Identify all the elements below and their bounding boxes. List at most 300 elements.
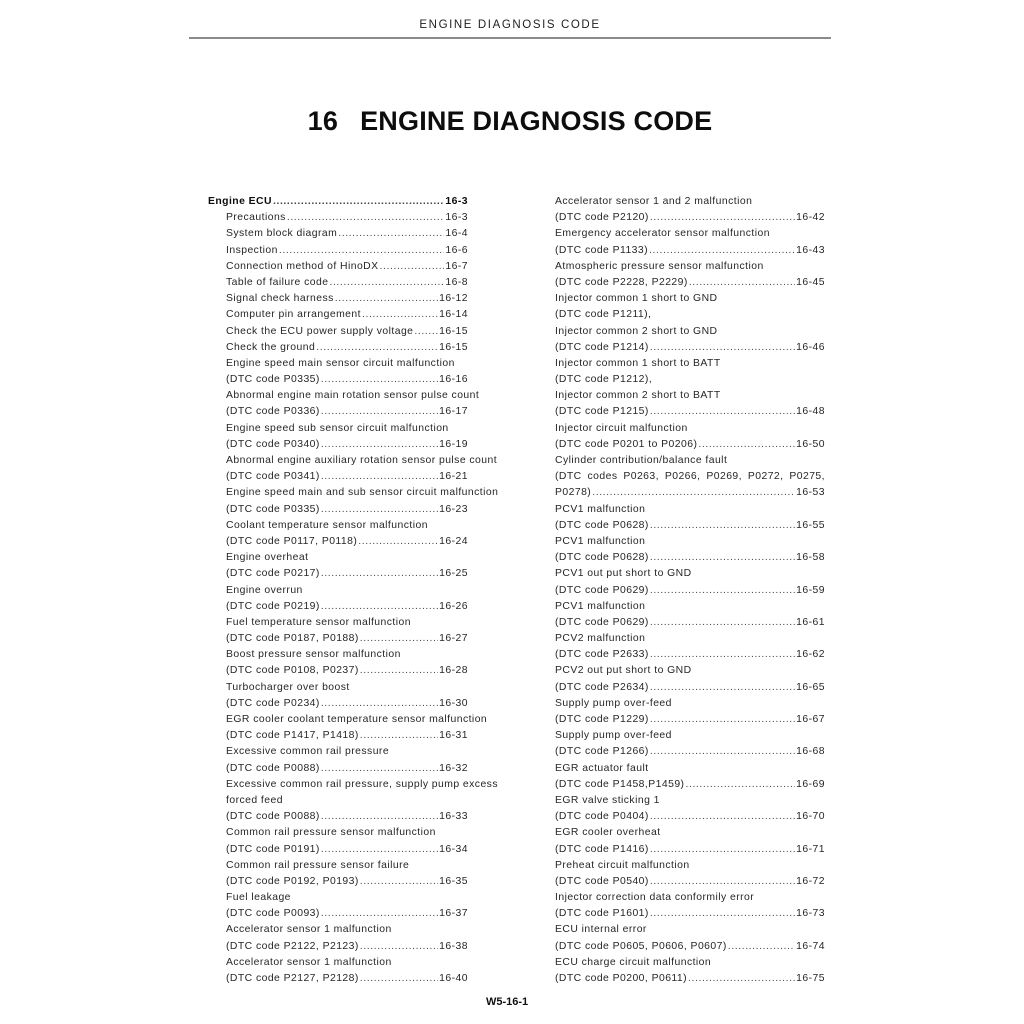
toc-entry-title: Abnormal engine auxiliary rotation sensor pulse count xyxy=(226,455,498,466)
toc-entry xyxy=(208,615,468,631)
toc-entry-title: (DTC code P2633) xyxy=(555,649,649,661)
toc-page-number: 16-48 xyxy=(796,406,825,418)
toc-page-number: 16-27 xyxy=(439,633,468,645)
toc-entry[interactable] xyxy=(555,680,825,696)
dot-leader xyxy=(650,518,795,534)
toc-entry-title: (DTC code P0605, P0606, P0607) xyxy=(555,940,727,952)
toc-entry xyxy=(555,226,825,242)
toc-entry-title: (DTC code P0336) xyxy=(226,406,320,418)
toc-entry[interactable] xyxy=(555,647,825,663)
toc-entry[interactable] xyxy=(208,437,468,453)
toc-entry-title: P0278) xyxy=(555,487,592,499)
toc-entry xyxy=(208,388,480,404)
toc-entry-title: (DTC code P2120) xyxy=(555,212,649,224)
toc-entry-title: (DTC code P0200, P0611) xyxy=(555,973,688,984)
toc-page-number: 16-59 xyxy=(796,584,825,596)
toc-entry[interactable] xyxy=(208,696,468,712)
toc-page-number: 16-4 xyxy=(445,228,468,240)
toc-page-number: 16-46 xyxy=(796,341,825,353)
toc-entry-title: System block diagram xyxy=(226,228,338,240)
toc-page-number: 16-3 xyxy=(445,196,468,207)
dot-leader xyxy=(380,259,445,275)
toc-entry[interactable] xyxy=(208,291,468,307)
toc-entry xyxy=(555,663,825,679)
dot-leader xyxy=(321,906,438,922)
toc-page-number: 16-68 xyxy=(796,746,825,758)
toc-entry[interactable] xyxy=(208,566,468,582)
dot-leader xyxy=(650,680,795,696)
toc-entry-title: Inspection xyxy=(226,244,278,256)
toc-entry[interactable] xyxy=(208,631,468,647)
toc-page-number: 16-30 xyxy=(439,697,468,709)
toc-entry-title: Table of failure code xyxy=(226,276,329,288)
toc-entry xyxy=(208,647,468,663)
dot-leader xyxy=(335,291,438,307)
dot-leader xyxy=(650,874,795,890)
toc-entry[interactable] xyxy=(555,939,825,955)
dot-leader xyxy=(650,744,795,760)
toc-page-number: 16-19 xyxy=(439,438,468,450)
toc-entry-title: (DTC code P1266) xyxy=(555,746,649,758)
dot-leader xyxy=(650,647,795,663)
toc-entry-title: Coolant temperature sensor malfunction xyxy=(226,519,428,531)
toc-entry-title: (DTC code P0629) xyxy=(555,584,649,596)
toc-entry-title: Common rail pressure sensor failure xyxy=(226,859,410,871)
toc-entry xyxy=(208,825,468,841)
dot-leader xyxy=(650,340,795,356)
toc-entry-title: (DTC code P0117, P0118) xyxy=(226,535,358,547)
toc-entry[interactable] xyxy=(555,518,825,534)
toc-page-number: 16-28 xyxy=(439,665,468,677)
toc-entry xyxy=(555,955,825,971)
toc-entry xyxy=(555,388,825,404)
dot-leader xyxy=(685,777,795,793)
toc-entry-title: (DTC code P1601) xyxy=(555,908,649,920)
dot-leader xyxy=(414,324,438,340)
toc-entry-title: Excessive common rail pressure xyxy=(226,746,390,758)
toc-entry xyxy=(208,680,468,696)
dot-leader xyxy=(287,210,445,226)
toc-entry-title: Turbocharger over boost xyxy=(226,681,350,693)
chapter-title xyxy=(190,106,830,137)
toc-entry-title: Engine speed sub sensor circuit malfunction xyxy=(226,422,449,434)
toc-entry[interactable] xyxy=(208,307,468,323)
toc-page-number: 16-40 xyxy=(439,973,468,984)
toc-entry xyxy=(555,356,825,372)
toc-entry-title: Engine ECU xyxy=(208,196,272,207)
running-header: ENGINE DIAGNOSIS CODE xyxy=(419,19,601,31)
toc-entry-title: (DTC code P1417, P1418) xyxy=(226,730,359,742)
toc-right-column xyxy=(555,194,825,987)
toc-entry[interactable] xyxy=(555,243,825,259)
toc-entry xyxy=(208,890,468,906)
toc-entry-title: (DTC code P0191) xyxy=(226,843,320,855)
chapter-number: 16 xyxy=(307,106,339,136)
dot-leader xyxy=(321,599,438,615)
toc-page-number: 16-16 xyxy=(439,374,468,386)
dot-leader xyxy=(360,874,438,890)
dot-leader xyxy=(321,761,438,777)
toc-entry xyxy=(208,485,499,501)
toc-entry xyxy=(555,858,825,874)
toc-entry xyxy=(555,421,825,437)
toc-page-number: 16-61 xyxy=(796,616,825,628)
toc-entry[interactable] xyxy=(208,971,468,987)
dot-leader xyxy=(321,372,438,388)
toc-page-number: 16-72 xyxy=(796,875,825,887)
toc-page-number: 16-73 xyxy=(796,908,825,920)
dot-leader xyxy=(592,485,795,501)
dot-leader xyxy=(650,210,795,226)
toc-entry-title: Preheat circuit malfunction xyxy=(555,859,690,871)
toc-entry-title: Emergency accelerator sensor malfunction xyxy=(555,228,770,240)
toc-page-number: 16-3 xyxy=(445,212,468,224)
dot-leader xyxy=(360,728,438,744)
toc-left-column xyxy=(208,194,499,987)
toc-entry-title: (DTC code P0192, P0193) xyxy=(226,875,359,887)
dot-leader xyxy=(650,906,795,922)
toc-entry xyxy=(555,453,825,469)
toc-page-number: 16-55 xyxy=(796,519,825,531)
toc-page-number: 16-15 xyxy=(439,325,468,337)
toc-entry-title: EGR cooler coolant temperature sensor malfunction xyxy=(226,714,488,725)
toc-entry[interactable] xyxy=(208,842,468,858)
toc-entry-title: Injector common 1 short to GND xyxy=(555,293,718,305)
toc-entry[interactable] xyxy=(555,906,825,922)
toc-entry[interactable] xyxy=(208,372,468,388)
toc-entry-title: EGR cooler overheat xyxy=(555,827,661,839)
toc-page-number: 16-42 xyxy=(796,212,825,224)
toc-entry-title: Connection method of HinoDX xyxy=(226,260,379,272)
toc-entry xyxy=(555,825,825,841)
toc-entry xyxy=(555,534,825,550)
dot-leader xyxy=(360,631,438,647)
toc-entry[interactable] xyxy=(208,906,468,922)
header-rule xyxy=(189,37,831,39)
toc-entry-title: EGR actuator fault xyxy=(555,762,649,774)
toc-entry-title: forced feed xyxy=(226,794,283,806)
toc-entry-title: (DTC code P1229) xyxy=(555,714,649,725)
toc-entry-title: (DTC code P1416) xyxy=(555,843,649,855)
toc-page-number: 16-53 xyxy=(796,487,825,499)
toc-entry[interactable] xyxy=(208,939,468,955)
dot-leader xyxy=(321,842,438,858)
toc-entry-title: (DTC code P0088) xyxy=(226,762,320,774)
toc-page-number: 16-6 xyxy=(445,244,468,256)
toc-entry xyxy=(555,324,825,340)
toc-entry xyxy=(555,372,825,388)
toc-entry-title: PCV1 malfunction xyxy=(555,535,646,547)
toc-entry-title: (DTC code P0540) xyxy=(555,875,649,887)
toc-entry-title: Abnormal engine main rotation sensor pulse count xyxy=(226,390,480,402)
toc-page-number: 16-17 xyxy=(439,406,468,418)
toc-page-number: 16-32 xyxy=(439,762,468,774)
toc-page-number: 16-26 xyxy=(439,600,468,612)
toc-entry-title: (DTC code P1133) xyxy=(555,244,649,256)
toc-page-number: 16-24 xyxy=(439,535,468,547)
toc-entry-title: Engine speed main sensor circuit malfunction xyxy=(226,357,455,369)
toc-page-number: 16-8 xyxy=(445,276,468,288)
toc-entry xyxy=(555,793,825,809)
dot-leader xyxy=(728,939,795,955)
toc-page-number: 16-43 xyxy=(796,244,825,256)
dot-leader xyxy=(698,437,795,453)
toc-entry[interactable] xyxy=(555,437,825,453)
toc-page-number: 16-75 xyxy=(796,973,825,984)
toc-entry xyxy=(208,777,498,793)
toc-entry-title: (DTC code P0201 to P0206) xyxy=(555,438,698,450)
toc-entry-title: Engine speed main and sub sensor circuit malfunction xyxy=(226,487,499,499)
toc-page-number: 16-70 xyxy=(796,811,825,823)
toc-entry xyxy=(208,955,468,971)
toc-entry-title: ECU charge circuit malfunction xyxy=(555,956,712,968)
toc-entry-title: Computer pin arrangement xyxy=(226,309,361,321)
toc-entry xyxy=(208,453,498,469)
dot-leader xyxy=(362,307,438,323)
toc-entry-title: PCV2 out put short to GND xyxy=(555,665,692,677)
toc-entry-title: Accelerator sensor 1 malfunction xyxy=(226,956,392,968)
toc-entry[interactable] xyxy=(555,210,825,226)
toc-entry[interactable] xyxy=(555,404,825,420)
toc-entry-title: (DTC code P2634) xyxy=(555,681,649,693)
toc-page-number: 16-21 xyxy=(439,471,468,483)
toc-entry-title: Injector common 1 short to BATT xyxy=(555,357,721,369)
toc-entry-title: Injector correction data conformily error xyxy=(555,892,755,904)
toc-entry-title: EGR valve sticking 1 xyxy=(555,794,660,806)
toc-entry-title: (DTC code P1212), xyxy=(555,374,653,386)
toc-entry[interactable] xyxy=(208,534,468,550)
dot-leader xyxy=(650,712,795,728)
toc-page-number: 16-45 xyxy=(796,276,825,288)
toc-entry-title: (DTC code P0628) xyxy=(555,552,649,564)
toc-entry-title: Boost pressure sensor malfunction xyxy=(226,649,401,661)
toc-page-number: 16-74 xyxy=(796,940,825,952)
toc-page-number: 16-31 xyxy=(439,730,468,742)
toc-entry xyxy=(555,890,825,906)
dot-leader xyxy=(650,583,795,599)
toc-entry[interactable] xyxy=(208,243,468,259)
toc-entry[interactable] xyxy=(208,761,468,777)
toc-entry-title: Accelerator sensor 1 and 2 malfunction xyxy=(555,196,753,207)
toc-entry-title: Atmospheric pressure sensor malfunction xyxy=(555,260,764,272)
dot-leader xyxy=(689,275,795,291)
toc-entry xyxy=(208,744,468,760)
toc-entry-title: Accelerator sensor 1 malfunction xyxy=(226,924,392,936)
dot-leader xyxy=(273,194,444,210)
toc-entry-title: (DTC codes P0263, P0266, P0269, P0272, P0275, xyxy=(555,471,825,483)
toc-entry[interactable] xyxy=(555,340,825,356)
toc-entry-title: Injector common 2 short to GND xyxy=(555,325,718,337)
toc-entry-title: (DTC code P1214) xyxy=(555,341,649,353)
toc-entry[interactable] xyxy=(208,469,468,485)
toc-entry[interactable] xyxy=(555,583,825,599)
toc-entry-title: Excessive common rail pressure, supply pump excess xyxy=(226,778,498,790)
toc-entry[interactable] xyxy=(208,275,468,291)
toc-entry-title: (DTC code P0628) xyxy=(555,519,649,531)
toc-page-number: 16-12 xyxy=(439,293,468,305)
toc-entry-title: Common rail pressure sensor malfunction xyxy=(226,827,436,839)
toc-entry[interactable] xyxy=(555,712,825,728)
toc-entry xyxy=(208,583,468,599)
toc-page-number: 16-35 xyxy=(439,875,468,887)
toc-entry-title: Supply pump over-feed xyxy=(555,697,672,709)
page-number: W5-16-1 xyxy=(486,996,529,1008)
toc-entry[interactable] xyxy=(555,485,825,501)
toc-entry xyxy=(208,793,468,809)
toc-entry[interactable] xyxy=(555,550,825,566)
toc-entry[interactable] xyxy=(208,404,468,420)
dot-leader xyxy=(650,842,795,858)
toc-entry-title: Fuel temperature sensor malfunction xyxy=(226,616,411,628)
toc-entry-title: (DTC code P0234) xyxy=(226,697,320,709)
dot-leader xyxy=(279,243,445,259)
toc-page-number: 16-34 xyxy=(439,843,468,855)
toc-entry-title: (DTC code P0341) xyxy=(226,471,320,483)
toc-entry xyxy=(555,761,825,777)
toc-entry xyxy=(555,259,825,275)
dot-leader xyxy=(360,939,438,955)
toc-entry[interactable] xyxy=(208,874,468,890)
toc-entry[interactable] xyxy=(208,728,468,744)
toc-entry-title: (DTC code P0629) xyxy=(555,616,649,628)
toc-entry[interactable] xyxy=(555,777,825,793)
toc-entry-title: Engine overheat xyxy=(226,552,309,564)
toc-entry[interactable] xyxy=(555,615,825,631)
toc-entry xyxy=(555,194,825,210)
toc-entry-title: (DTC code P0108, P0237) xyxy=(226,665,359,677)
toc-page-number: 16-23 xyxy=(439,503,468,515)
toc-entry-title: Precautions xyxy=(226,212,286,224)
toc-entry-title: (DTC code P2122, P2123) xyxy=(226,940,359,952)
toc-entry-title: (DTC code P1215) xyxy=(555,406,649,418)
toc-page-number: 16-62 xyxy=(796,649,825,661)
toc-entry-title: PCV1 malfunction xyxy=(555,503,646,515)
dot-leader xyxy=(329,275,444,291)
dot-leader xyxy=(316,340,438,356)
dot-leader xyxy=(650,809,795,825)
toc-entry[interactable] xyxy=(555,874,825,890)
toc-entry[interactable] xyxy=(208,502,468,518)
toc-entry-title: (DTC code P0335) xyxy=(226,374,320,386)
toc-entry-title: Engine overrun xyxy=(226,584,303,596)
toc-entry-title: Signal check harness xyxy=(226,293,334,305)
toc-entry[interactable] xyxy=(555,971,825,987)
toc-entry[interactable] xyxy=(208,809,468,825)
toc-entry-title: PCV1 malfunction xyxy=(555,600,646,612)
toc-entry[interactable] xyxy=(555,275,825,291)
toc-entry[interactable] xyxy=(555,809,825,825)
toc-entry[interactable] xyxy=(555,842,825,858)
toc-entry-title: Check the ECU power supply voltage xyxy=(226,325,414,337)
toc-entry-title: Injector circuit malfunction xyxy=(555,422,688,434)
dot-leader xyxy=(650,404,795,420)
toc-page-number: 16-15 xyxy=(439,341,468,353)
dot-leader xyxy=(321,502,438,518)
toc-entry[interactable] xyxy=(208,663,468,679)
toc-page-number: 16-25 xyxy=(439,568,468,580)
toc-entry-title: (DTC code P1211), xyxy=(555,309,652,321)
toc-entry[interactable] xyxy=(208,599,468,615)
toc-entry-title: Fuel leakage xyxy=(226,892,291,904)
dot-leader xyxy=(338,226,444,242)
toc-entry[interactable] xyxy=(208,324,468,340)
dot-leader xyxy=(321,437,438,453)
dot-leader xyxy=(688,971,795,987)
toc-entry xyxy=(555,566,825,582)
toc-entry xyxy=(555,307,825,323)
toc-entry xyxy=(555,502,825,518)
toc-page-number: 16-71 xyxy=(796,843,825,855)
toc-entry-title: (DTC code P0340) xyxy=(226,438,320,450)
toc-entry-title: (DTC code P0217) xyxy=(226,568,320,580)
toc-entry xyxy=(208,356,468,372)
toc-entry-title: Check the ground xyxy=(226,341,316,353)
toc-entry-title: (DTC code P2127, P2128) xyxy=(226,973,359,984)
toc-entry xyxy=(555,469,825,485)
chapter-title-text: ENGINE DIAGNOSIS CODE xyxy=(360,106,713,136)
toc-page-number: 16-37 xyxy=(439,908,468,920)
toc-entry xyxy=(555,599,825,615)
toc-entry-title: (DTC code P0335) xyxy=(226,503,320,515)
toc-entry[interactable] xyxy=(208,210,468,226)
toc-entry-title: (DTC code P0187, P0188) xyxy=(226,633,359,645)
dot-leader xyxy=(649,243,795,259)
toc-entry-title: Supply pump over-feed xyxy=(555,730,672,742)
toc-page-number: 16-65 xyxy=(796,681,825,693)
toc-entry xyxy=(555,291,825,307)
toc-page-number: 16-14 xyxy=(439,309,468,321)
toc-entry[interactable] xyxy=(555,744,825,760)
toc-entry-title: ECU internal error xyxy=(555,924,647,936)
dot-leader xyxy=(650,615,795,631)
toc-entry[interactable] xyxy=(208,340,468,356)
toc-entry xyxy=(208,922,468,938)
dot-leader xyxy=(360,971,438,987)
dot-leader xyxy=(321,404,438,420)
toc-entry-title: Cylinder contribution/balance fault xyxy=(555,455,728,466)
toc-section-heading[interactable] xyxy=(208,194,468,210)
toc-entry[interactable] xyxy=(208,226,468,242)
toc-entry xyxy=(555,728,825,744)
toc-page-number: 16-50 xyxy=(796,438,825,450)
dot-leader xyxy=(321,696,438,712)
toc-entry xyxy=(208,858,468,874)
toc-entry xyxy=(208,712,488,728)
toc-entry-title: PCV1 out put short to GND xyxy=(555,568,692,580)
toc-entry-title: (DTC code P1458,P1459) xyxy=(555,778,685,790)
toc-entry-title: (DTC code P0219) xyxy=(226,600,320,612)
toc-page-number: 16-33 xyxy=(439,811,468,823)
toc-entry xyxy=(208,421,468,437)
dot-leader xyxy=(358,534,438,550)
toc-entry xyxy=(208,518,468,534)
toc-page-number: 16-58 xyxy=(796,552,825,564)
toc-entry-title: Injector common 2 short to BATT xyxy=(555,390,721,402)
dot-leader xyxy=(650,550,795,566)
dot-leader xyxy=(321,809,438,825)
toc-entry xyxy=(555,631,825,647)
toc-entry xyxy=(555,696,825,712)
toc-entry-title: (DTC code P2228, P2229) xyxy=(555,276,688,288)
toc-entry-title: (DTC code P0088) xyxy=(226,811,320,823)
toc-entry-title: (DTC code P0093) xyxy=(226,908,320,920)
toc-page-number: 16-38 xyxy=(439,940,468,952)
toc-entry xyxy=(555,922,825,938)
toc-entry[interactable] xyxy=(208,259,468,275)
toc-page-number: 16-7 xyxy=(445,260,468,272)
toc-entry-title: (DTC code P0404) xyxy=(555,811,649,823)
toc-page-number: 16-67 xyxy=(796,714,825,725)
